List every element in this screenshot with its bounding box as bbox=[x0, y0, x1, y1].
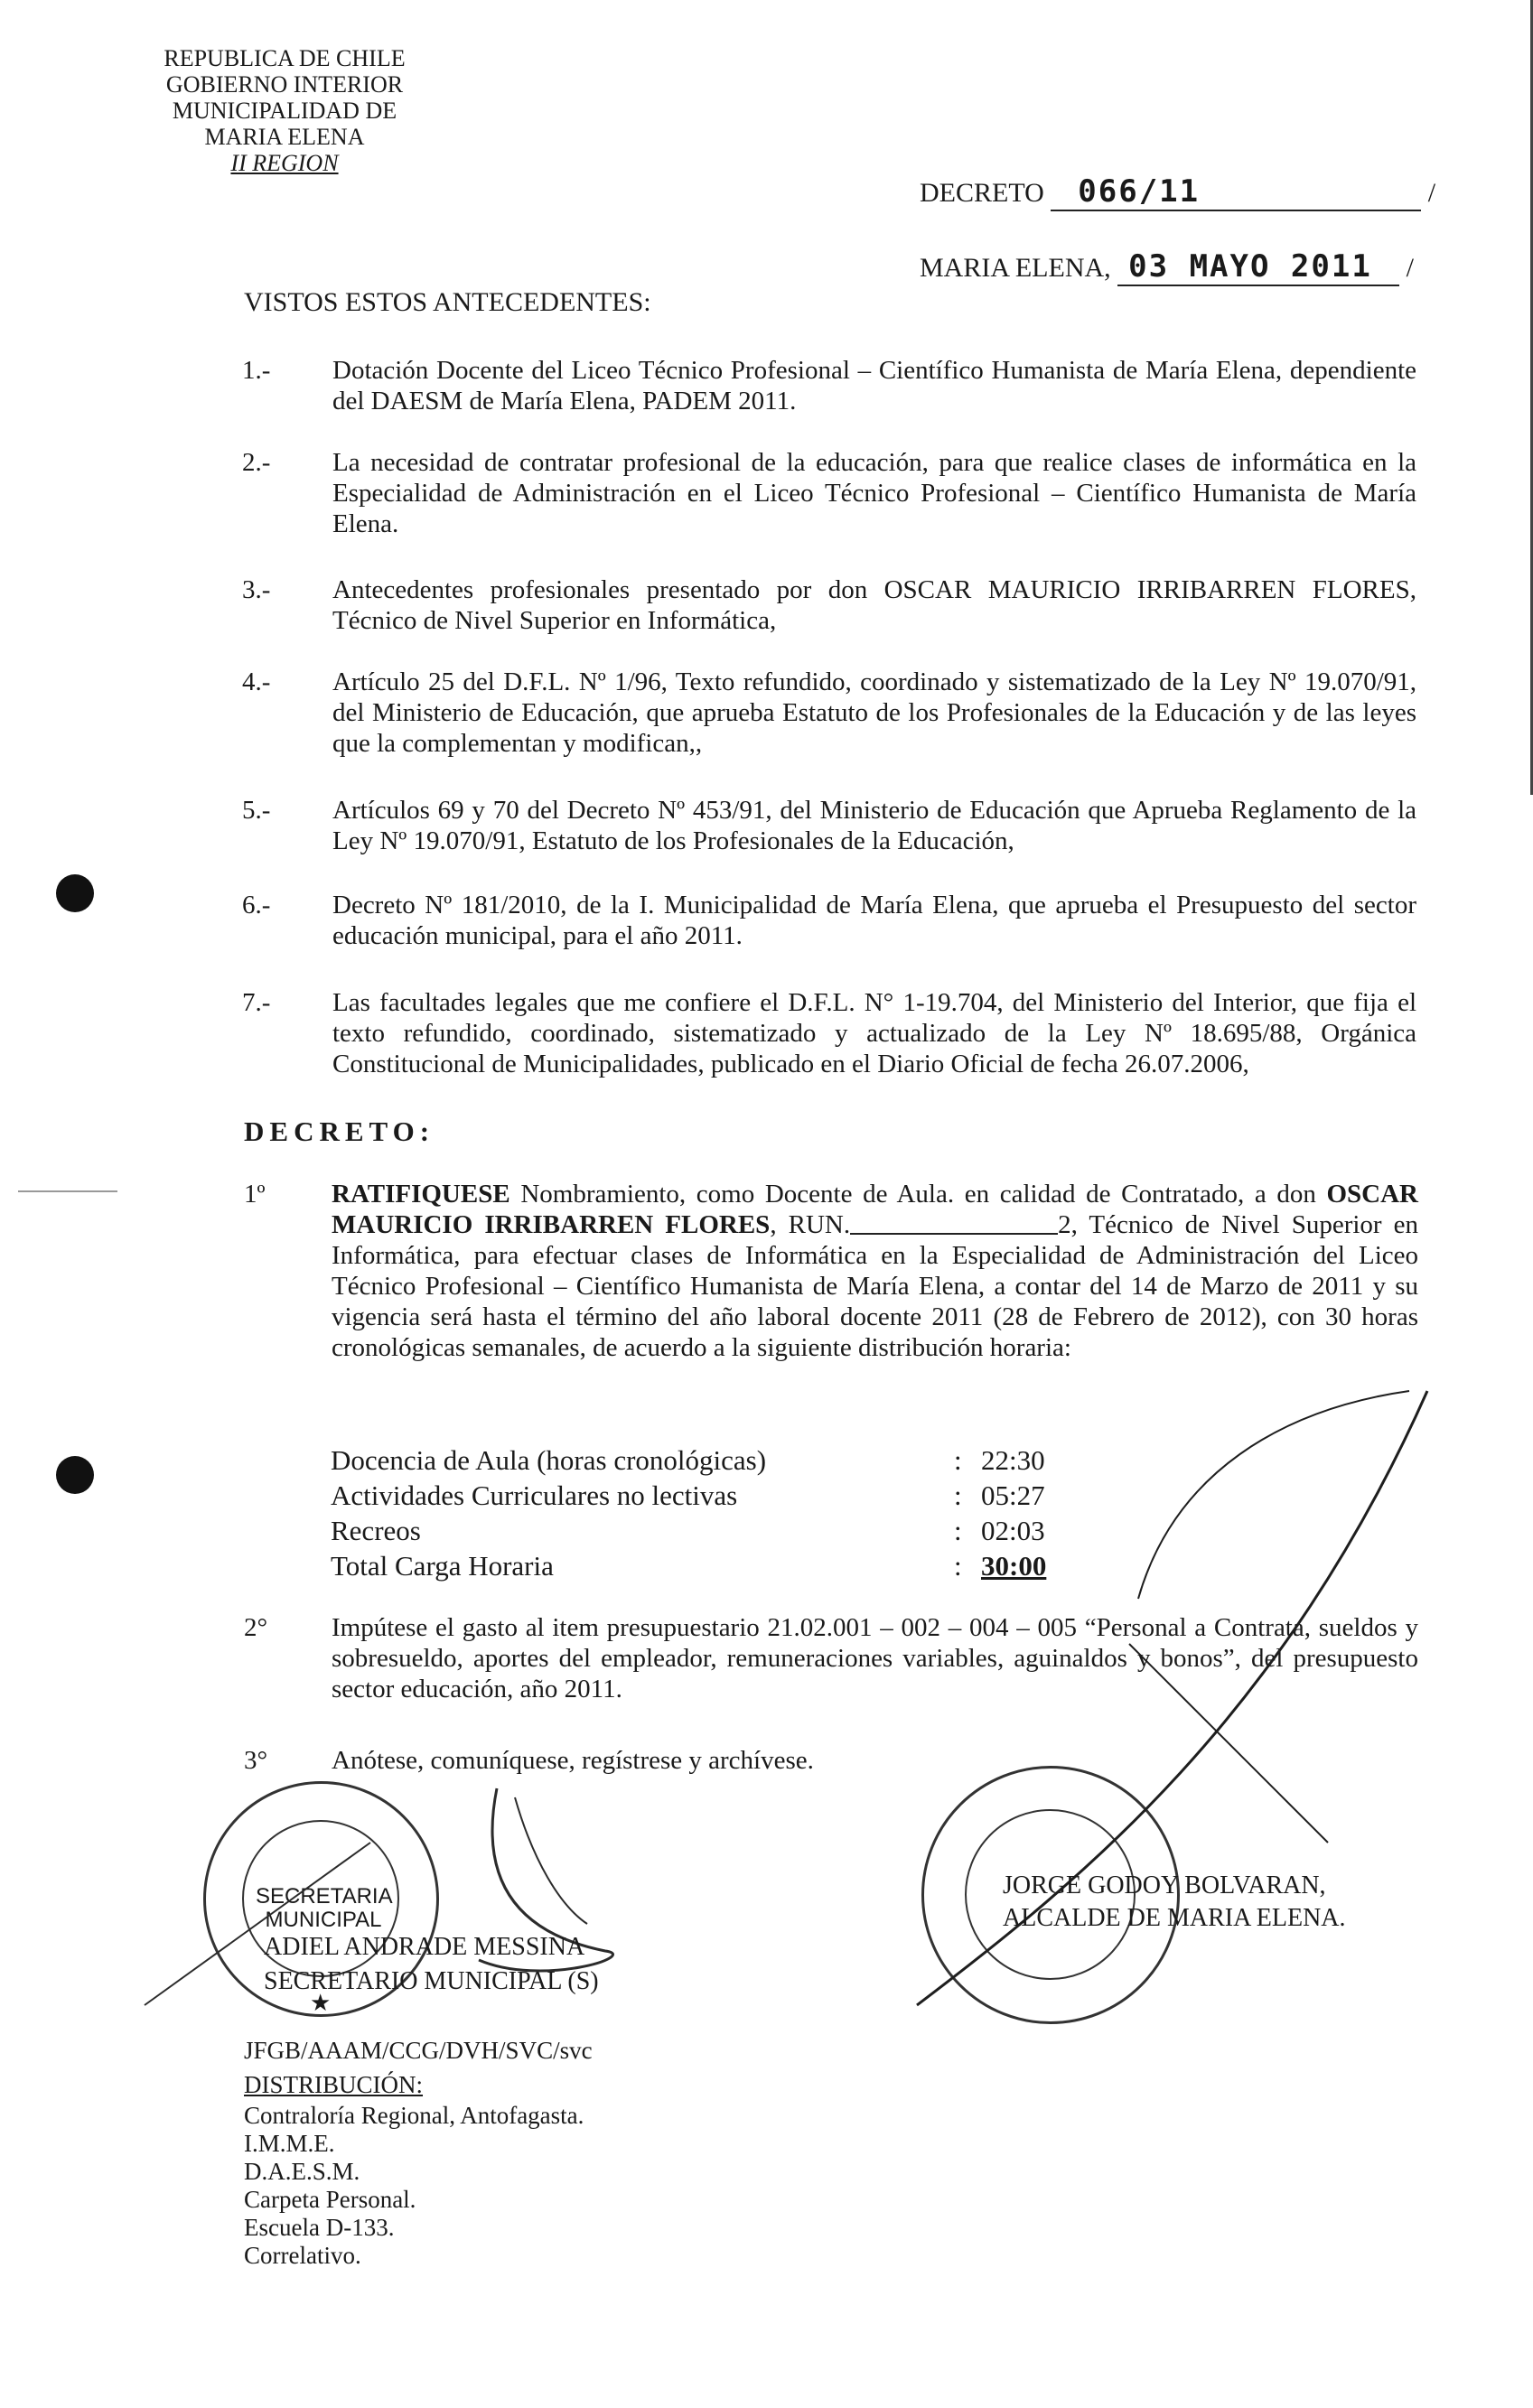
decree-date: 03 MAYO 2011 bbox=[1128, 248, 1372, 285]
article-text-part: , Técnico de Nivel Superior en Informática, para efectuar clases de Informática en la Especialidad de Administración del Liceo Técnico Profesional – Científico Humanista de María Elena, a contar del 14 de Marzo de 2011 y su vigencia será hasta el término del año laboral docente 2011 (28 de Febrero de 2012), con 30 horas cronológicas semanales, de acuerdo a la siguiente distribución horaria: bbox=[332, 1210, 1418, 1362]
place-label: MARIA ELENA, bbox=[920, 253, 1111, 283]
article-lead: RATIFIQUESE bbox=[332, 1180, 510, 1209]
schedule-label: Actividades Curriculares no lectivas bbox=[331, 1479, 738, 1511]
article-text bbox=[332, 1179, 1418, 1363]
schedule-row: Docencia de Aula (horas cronológicas) : 22:30 bbox=[331, 1444, 1045, 1476]
antecedent-text: Decreto Nº 181/2010, de la I. Municipalidad de María Elena, que aprueba el Presupuesto del sector educación municipal, para el año 2011. bbox=[332, 891, 1416, 950]
antecedent-text: Artículo 25 del D.F.L. Nº 1/96, Texto refundido, coordinado y sistematizado de la Ley Nº 19.070/91, del Ministerio de Educación, que aprueba Estatuto de los Profesionales de la Educación y de las leyes que la complementan y modifican,, bbox=[332, 667, 1416, 758]
article-text: Impútese el gasto al item presupuestario 21.02.001 – 002 – 004 – 005 “Personal a Contrata, sueldos y sobresueldo, aportes del empleador, remuneraciones variables, aguinaldos y bonos”, del presupuesto sector educación, año 2011. bbox=[332, 1613, 1418, 1703]
schedule-value: 22:30 bbox=[981, 1444, 1045, 1476]
antecedent-num: 5.- bbox=[242, 796, 271, 825]
decree-number: 066/11 bbox=[1078, 173, 1201, 210]
schedule-value: 02:03 bbox=[981, 1515, 1045, 1546]
scan-mark bbox=[18, 1190, 117, 1192]
schedule-row: Actividades Curriculares no lectivas : 05:27 bbox=[331, 1479, 1045, 1511]
signatory-right-title: ALCALDE DE MARIA ELENA. bbox=[1003, 1904, 1346, 1932]
punch-hole-top bbox=[56, 874, 94, 912]
distribution-list bbox=[244, 2102, 584, 2270]
antecedent-text: Artículos 69 y 70 del Decreto Nº 453/91, del Ministerio de Educación que Aprueba Reglamento de la Ley Nº 19.070/91, Estatuto de los Profesionales de la Educación, bbox=[332, 796, 1416, 855]
header-line: REPUBLICA DE CHILE bbox=[164, 45, 406, 71]
distribution-item: Carpeta Personal. bbox=[244, 2186, 416, 2213]
decree-date-field bbox=[1117, 248, 1399, 286]
punch-hole-bottom bbox=[56, 1456, 94, 1494]
antecedent-num: 2.- bbox=[242, 448, 271, 477]
distribution-item: Contraloría Regional, Antofagasta. bbox=[244, 2102, 584, 2129]
antecedent-text: Dotación Docente del Liceo Técnico Profesional – Científico Humanista de María Elena, dependiente del DAESM de María Elena, PADEM 2011. bbox=[332, 356, 1416, 415]
distribution-title: DISTRIBUCIÓN: bbox=[244, 2071, 424, 2098]
decree-heading: DECRETO: bbox=[244, 1115, 435, 1147]
header-region: II REGION bbox=[230, 150, 339, 176]
decree-number-line: DECRETO 066/11 / bbox=[920, 173, 1436, 210]
star-icon: ★ bbox=[310, 1990, 332, 2016]
antecedent-num: 3.- bbox=[242, 575, 271, 604]
distribution-item: Escuela D-133. bbox=[244, 2214, 395, 2241]
stamp-center-line: MUNICIPAL bbox=[265, 1908, 382, 1932]
article-num: 1º bbox=[244, 1180, 266, 1209]
stamp-center-line: SECRETARIA bbox=[256, 1884, 393, 1909]
distribution-item: I.M.M.E. bbox=[244, 2130, 335, 2157]
issuer-header bbox=[136, 45, 434, 176]
schedule-value: 05:27 bbox=[981, 1479, 1045, 1511]
schedule-total-value: 30:00 bbox=[981, 1550, 1047, 1582]
article-num: 2° bbox=[244, 1613, 268, 1642]
decree-date-line: MARIA ELENA, 03 MAYO 2011 / bbox=[920, 248, 1414, 285]
signatory-left-title: SECRETARIO MUNICIPAL (S) bbox=[264, 1967, 599, 1995]
decree-number-field bbox=[1051, 173, 1421, 211]
article-text: Anótese, comuníquese, regístrese y archívese. bbox=[332, 1746, 814, 1775]
redacted-run bbox=[850, 1209, 1058, 1235]
antecedent-text: Las facultades legales que me confiere el D.F.L. N° 1-19.704, del Ministerio del Interior, que fija el texto refundido, coordinado, sistematizado y actualizado de la Ley Nº 18.695/88, Orgánica Constitucional de Municipalidades, publicado en el Diario Oficial de fecha 26.07.2006, bbox=[332, 988, 1416, 1078]
initials: JFGB/AAAM/CCG/DVH/SVC/svc bbox=[244, 2037, 593, 2064]
antecedent-num: 6.- bbox=[242, 891, 271, 919]
antecedent-num: 1.- bbox=[242, 356, 271, 385]
schedule-row: Recreos : 02:03 bbox=[331, 1515, 1045, 1546]
appointee-name: OSCAR MAURICIO IRRIBARREN FLORES bbox=[332, 1180, 1418, 1239]
antecedent-num: 4.- bbox=[242, 667, 271, 696]
distribution-item: Correlativo. bbox=[244, 2242, 361, 2269]
schedule-row-total: Total Carga Horaria : 30:00 bbox=[331, 1550, 1047, 1582]
signatory-left-name: ADIEL ANDRADE MESSINA bbox=[264, 1933, 585, 1961]
article-num: 3° bbox=[244, 1746, 268, 1775]
article-text-part: , RUN. bbox=[770, 1210, 851, 1239]
schedule-label: Docencia de Aula (horas cronológicas) bbox=[331, 1444, 767, 1476]
header-line: GOBIERNO INTERIOR bbox=[165, 71, 404, 98]
antecedent-num: 7.- bbox=[242, 988, 271, 1017]
vistos-title: VISTOS ESTOS ANTECEDENTES: bbox=[244, 287, 651, 317]
antecedent-text: Antecedentes profesionales presentado por don OSCAR MAURICIO IRRIBARREN FLORES, Técnico de Nivel Superior en Informática, bbox=[332, 575, 1416, 635]
antecedent-text: La necesidad de contratar profesional de la educación, para que realice clases de informática en la Especialidad de Administración en el Liceo Técnico Profesional – Científico Humanista de María Elena. bbox=[332, 448, 1416, 538]
run-suffix: 2 bbox=[1058, 1210, 1071, 1239]
distribution-item: D.A.E.S.M. bbox=[244, 2158, 360, 2185]
header-line: MUNICIPALIDAD DE bbox=[172, 98, 397, 124]
decree-label: DECRETO bbox=[920, 178, 1044, 208]
article-text-part: Nombramiento, como Docente de Aula. en calidad de Contratado, a don bbox=[509, 1180, 1327, 1209]
signatory-right-name: JORGE GODOY BOLVARAN, bbox=[1003, 1871, 1326, 1899]
header-line: MARIA ELENA bbox=[204, 124, 365, 150]
schedule-label: Total Carga Horaria bbox=[331, 1550, 554, 1582]
schedule-label: Recreos bbox=[331, 1515, 421, 1546]
